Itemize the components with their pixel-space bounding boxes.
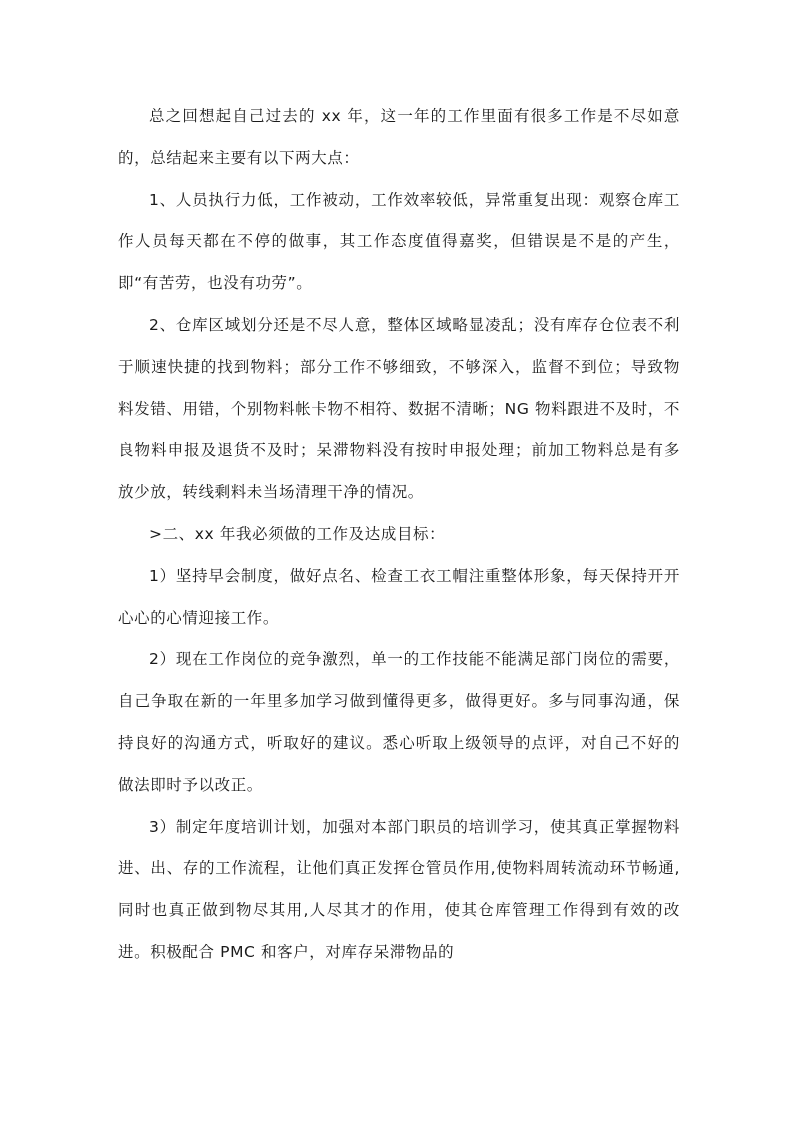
paragraph-goal-1: 1）坚持早会制度，做好点名、检查工衣工帽注重整体形象，每天保持开开心心的心情迎接工作。 [118,566,680,627]
paragraph-point-1: 1、人员执行力低，工作被动，工作效率较低，异常重复出现：观察仓库工作人员每天都在不停的做事，其工作态度值得嘉奖，但错误是不是的产生，即“有苦劳，也没有功劳”。 [118,190,680,293]
section-heading-goals: >二、xx 年我必须做的工作及达成目标： [149,524,446,543]
paragraph-goal-2: 2）现在工作岗位的竞争激烈，单一的工作技能不能满足部门岗位的需要，自己争取在新的一年里多加学习做到懂得更多，做得更好。多与同事沟通，保持良好的沟通方式，听取好的建议。悉心听取上级领导的点评，对自己不好的做法即时予以改正。 [118,650,680,794]
paragraph-summary-intro: 总之回想起自己过去的 xx 年，这一年的工作里面有很多工作是不尽如意的，总结起来主要有以下两大点： [118,107,680,167]
paragraph-goal-3: 3）制定年度培训计划，加强对本部门职员的培训学习，使其真正掌握物料进、出、存的工作流程，让他们真正发挥仓管员作用,使物料周转流动环节畅通,同时也真正做到物尽其用,人尽其才的作用，使其仓库管理工作得到有效的改进。积极配合 PMC 和客户，对库存呆滞物品的 [118,817,680,961]
paragraph-point-2: 2、仓库区域划分还是不尽人意，整体区域略显凌乱；没有库存仓位表不利于顺速快捷的找到物料；部分工作不够细致，不够深入，监督不到位；导致物料发错、用错，个别物料帐卡物不相符、数据不清晰；NG 物料跟进不及时，不良物料申报及退货不及时；呆滞物料没有按时申报处理；前加工物料总是有多放少放，转线剩料未当场清理干净的情况。 [118,315,680,502]
document-body [118,96,680,974]
